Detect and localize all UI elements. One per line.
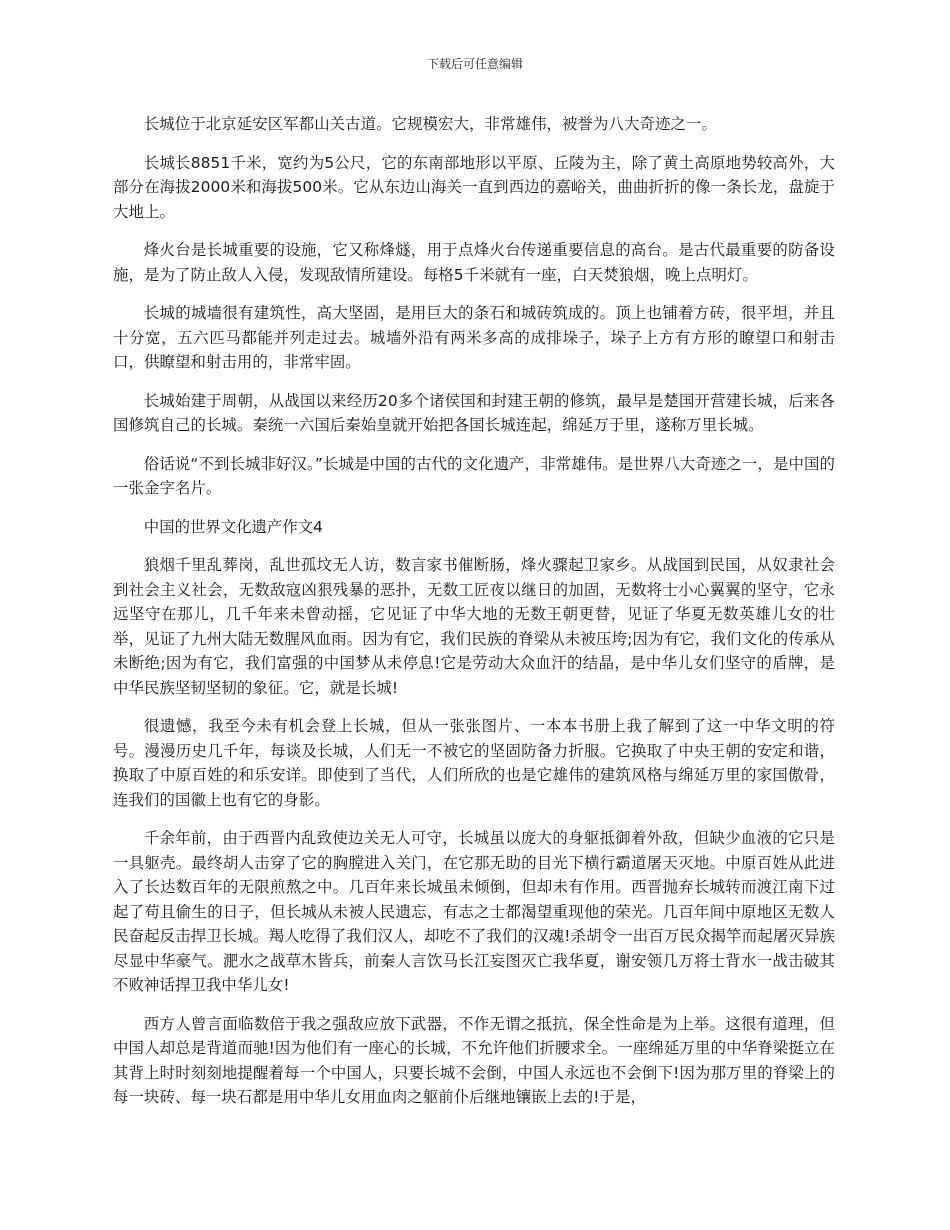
paragraph: 俗话说“不到长城非好汉。”长城是中国的古代的文化遗产，非常雄伟。是世界八大奇迹之一，是中国的一张金字名片。 — [113, 454, 835, 497]
paragraph: 长城长8851千米，宽约为5公尺，它的东南部地形以平原、丘陵为主，除了黄土高原地势较高外，大部分在海拔2000米和海拔500米。它从东边山海关一直到西边的嘉峪关，曲曲折折的像一条长龙，盘旋于大地上。 — [113, 153, 835, 221]
paragraph: 西方人曾言面临数倍于我之强敌应放下武器，不作无谓之抵抗，保全性命是为上举。这很有道理，但中国人却总是背道而驰!因为他们有一座心的长城，不允许他们折腰求全。一座绵延万里的中华脊梁挺立在其背上时时刻刻地提醒着每一个中国人，只要长城不会倒，中国人永远也不会倒下!因为那万里的脊梁上的每一块砖、每一块石都是用中华儿女用血肉之躯前仆后继地镶嵌上去的!于是， — [113, 1014, 835, 1106]
paragraph: 长城位于北京延安区军都山关古道。它规模宏大，非常雄伟，被誉为八大奇迹之一。 — [143, 115, 717, 133]
paragraph: 千余年前，由于西晋内乱致使边关无人可守，长城虽以庞大的身躯抵御着外敌，但缺少血液的它只是一具躯壳。最终胡人击穿了它的胸膛进入关门，在它那无助的目光下横行霸道屠天灭地。中原百姓从此进入了长达数百年的无限煎熬之中。几百年来长城虽未倾倒，但却未有作用。西晋抛弃长城转而渡江南下过起了苟且偷生的日子，但长城从未被人民遗忘，有志之士都渴望重现他的荣光。几百年间中原地区无数人民奋起反击捍卫长城。羯人吃得了我们汉人，却吃不了我们的汉魂!杀胡令一出百万民众揭竿而起屠灭异族尽显中华豪气。淝水之战草木皆兵，前秦人言饮马长江妄图灭亡我华夏，谢安领几万将士背水一战击破其不败神话捍卫我中华儿女! — [113, 829, 835, 994]
paragraph: 长城始建于周朝，从战国以来经历20多个诸侯国和封建王朝的修筑，最早是楚国开营建长城，后来各国修筑自己的长城。秦统一六国后秦始皇就开始把各国长城连起，绵延万于里，遂称万里长城。 — [113, 391, 835, 434]
header-note: 下载后可任意编辑 — [426, 57, 523, 71]
paragraph: 很遗憾，我至今未有机会登上长城，但从一张张图片、一本本书册上我了解到了这一中华文明的符号。漫漫历史几千年，每谈及长城，人们无一不被它的坚固防备力折服。它换取了中央王朝的安定和谐，换取了中原百姓的和乐安详。即使到了当代，人们所欣的也是它雄伟的建筑风格与绵延万里的家国傲骨，连我们的国徽上也有它的身影。 — [113, 717, 835, 809]
paragraph: 烽火台是长城重要的设施，它又称烽燧，用于点烽火台传递重要信息的高台。是古代最重要的防备设施，是为了防止敌人入侵，发现敌情所建设。每格5千米就有一座，白天焚狼烟，晚上点明灯。 — [113, 241, 835, 284]
document-body — [113, 112, 835, 1124]
section-title: 中国的世界文化遗产作文4 — [143, 517, 323, 536]
paragraph: 狼烟千里乱葬岗，乱世孤坟无人访，数言家书催断肠，烽火骤起卫家乡。从战国到民国，从奴隶社会到社会主义社会，无数敌寇凶狠残暴的恶扑，无数工匠夜以继日的加固，无数将士小心翼翼的坚守，它永远坚守在那儿，几千年来未曾动摇，它见证了中华大地的无数王朝更替，见证了华夏无数英雄儿女的壮举，见证了九州大陆无数腥风血雨。因为有它，我们民族的脊梁从未被压垮;因为有它，我们文化的传承从未断绝;因为有它，我们富强的中国梦从未停息!它是劳动大众血汗的结晶，是中华儿女们坚守的盾牌，是中华民族坚韧坚韧的象征。它，就是长城! — [113, 556, 835, 697]
paragraph: 长城的城墙很有建筑性，高大坚固，是用巨大的条石和城砖筑成的。顶上也铺着方砖，很平坦，并且十分宽，五六匹马都能并列走过去。城墙外沿有两米多高的成排垛子，垛子上方有方形的瞭望口和射击口，供瞭望和射击用的，非常牢固。 — [113, 304, 835, 371]
